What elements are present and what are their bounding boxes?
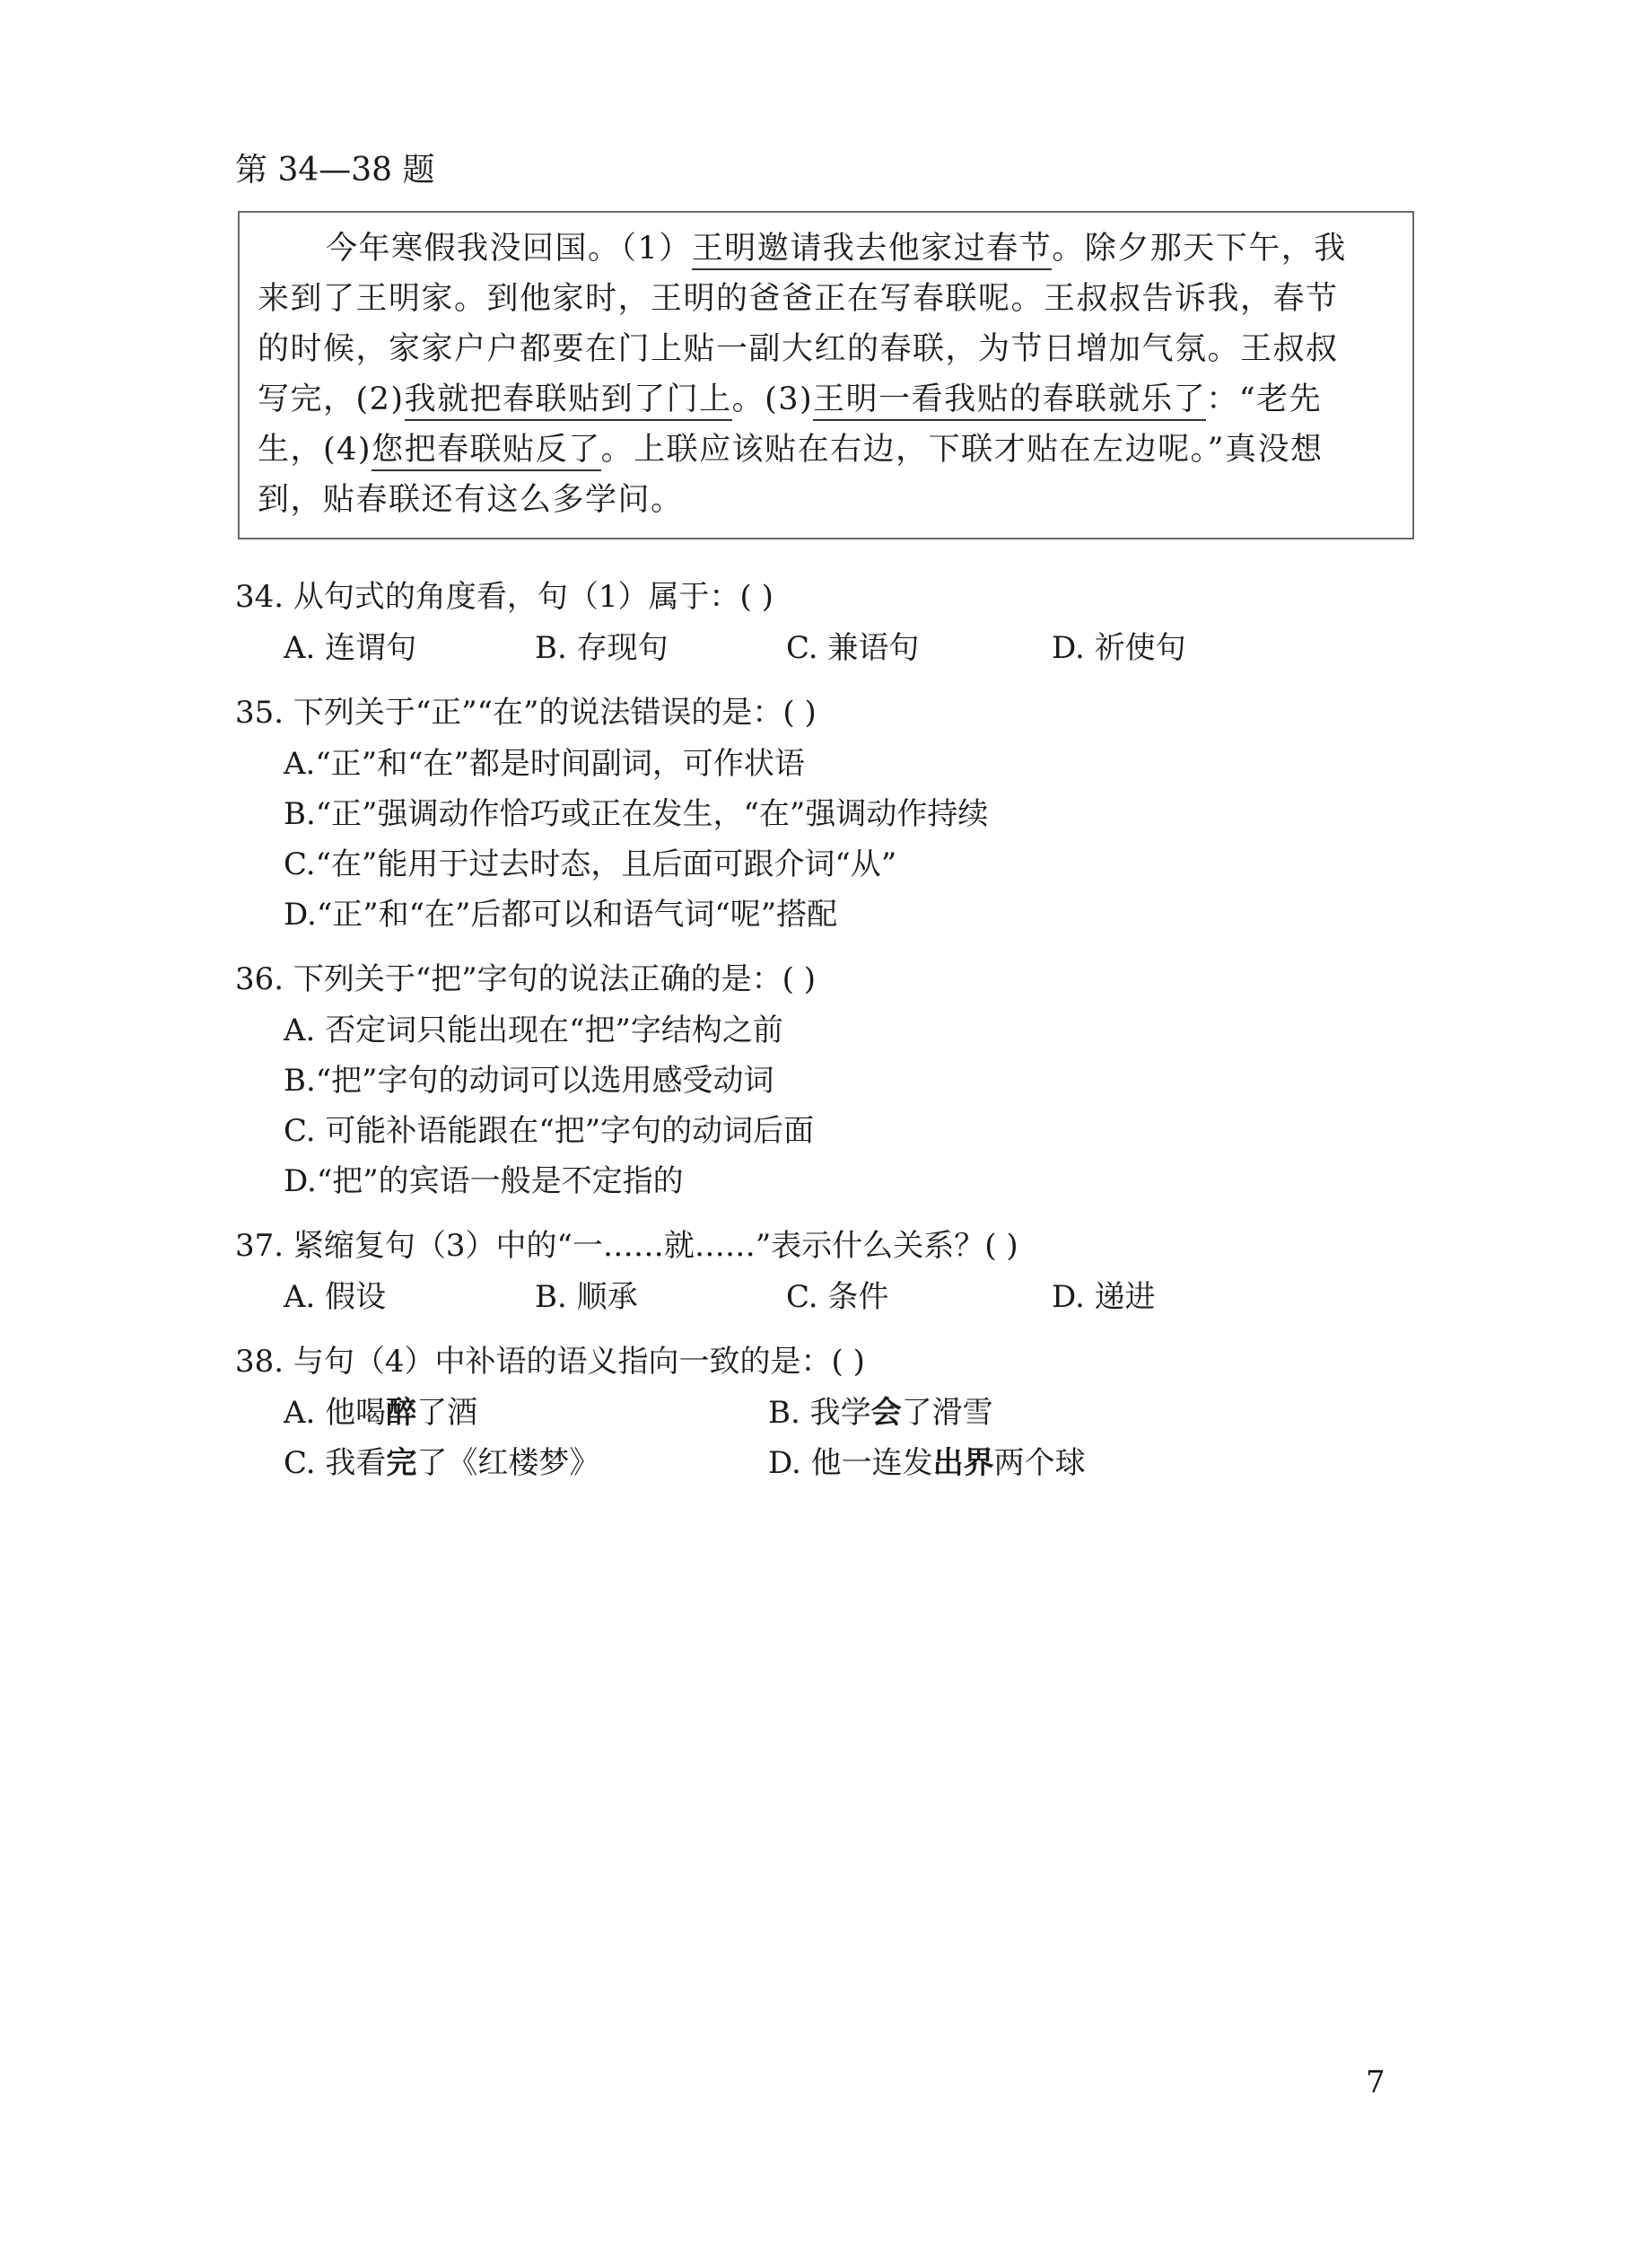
q37-option-a[interactable]: A. 假设 <box>284 1279 387 1315</box>
question-34-stem: 34. 从句式的角度看，句（1）属于：( ) <box>235 579 774 615</box>
q38-option-c[interactable]: C. 我看完了《红楼梦》 <box>284 1445 600 1481</box>
q34-option-b[interactable]: B. 存现句 <box>535 630 669 666</box>
q34-option-a[interactable]: A. 连谓句 <box>284 630 417 666</box>
q38-option-d[interactable]: D. 他一连发出界两个球 <box>768 1445 1086 1481</box>
q35-option-c[interactable]: C.“在”能用于过去时态，且后面可跟介词“从” <box>284 846 897 882</box>
underlined-sentence-3: 王明一看我贴的春联就乐了 <box>813 381 1206 421</box>
q38-option-a[interactable]: A. 他喝醉了酒 <box>284 1395 478 1431</box>
q34-option-c[interactable]: C. 兼语句 <box>786 630 920 666</box>
q38-option-b[interactable]: B. 我学会了滑雪 <box>768 1395 993 1431</box>
underlined-sentence-4: 您把春联贴反了 <box>371 432 601 471</box>
complement-highlight: 出界 <box>932 1445 994 1481</box>
q37-option-d[interactable]: D. 递进 <box>1052 1279 1156 1315</box>
q36-option-a[interactable]: A. 否定词只能出现在“把”字结构之前 <box>284 1012 783 1048</box>
question-36-stem: 36. 下列关于“把”字句的说法正确的是：( ) <box>235 961 816 997</box>
underlined-sentence-1: 王明邀请我去他家过春节 <box>692 231 1053 270</box>
q35-option-a[interactable]: A.“正”和“在”都是时间副词，可作状语 <box>284 746 805 782</box>
q35-option-d[interactable]: D.“正”和“在”后都可以和语气词“呢”搭配 <box>284 897 838 933</box>
question-35-stem: 35. 下列关于“正”“在”的说法错误的是：( ) <box>235 695 817 731</box>
section-title: 第 34—38 题 <box>235 152 435 188</box>
complement-highlight: 醉 <box>386 1395 417 1431</box>
underlined-sentence-2: 我就把春联贴到了门上 <box>405 381 732 421</box>
passage-line-2: 来到了王明家。到他家时，王明的爸爸正在写春联呢。王叔叔告诉我，春节 <box>258 281 1339 317</box>
q35-option-b[interactable]: B.“正”强调动作恰巧或正在发生，“在”强调动作持续 <box>284 796 989 832</box>
passage-line-3: 的时候，家家户户都要在门上贴一副大红的春联，为节日增加气氛。王叔叔 <box>258 331 1339 367</box>
passage-line-4: 写完，(2)我就把春联贴到了门上。(3)王明一看我贴的春联就乐了：“老先 <box>258 380 1430 419</box>
complement-highlight: 完 <box>386 1445 417 1481</box>
q37-option-b[interactable]: B. 顺承 <box>535 1279 638 1315</box>
question-38-stem: 38. 与句（4）中补语的语义指向一致的是：( ) <box>235 1344 865 1380</box>
passage-line-1: 今年寒假我没回国。（1）王明邀请我去他家过春节。除夕那天下午，我 <box>326 229 1499 268</box>
q34-option-d[interactable]: D. 祈使句 <box>1052 630 1186 666</box>
question-37-stem: 37. 紧缩复句（3）中的“一……就……”表示什么关系？( ) <box>235 1228 1018 1264</box>
q36-option-d[interactable]: D.“把”的宾语一般是不定指的 <box>284 1163 684 1199</box>
q37-option-c[interactable]: C. 条件 <box>786 1279 889 1315</box>
page-number: 7 <box>1366 2064 1385 2100</box>
complement-highlight: 会 <box>870 1395 902 1431</box>
q36-option-c[interactable]: C. 可能补语能跟在“把”字句的动词后面 <box>284 1113 815 1149</box>
passage-line-5: 生，(4)您把春联贴反了。上联应该贴在右边，下联才贴在左边呢。”真没想 <box>258 430 1430 469</box>
q36-option-b[interactable]: B.“把”字句的动词可以选用感受动词 <box>284 1063 774 1099</box>
reading-passage-box <box>238 211 1414 539</box>
passage-line-6: 到，贴春联还有这么多学问。 <box>258 482 684 518</box>
